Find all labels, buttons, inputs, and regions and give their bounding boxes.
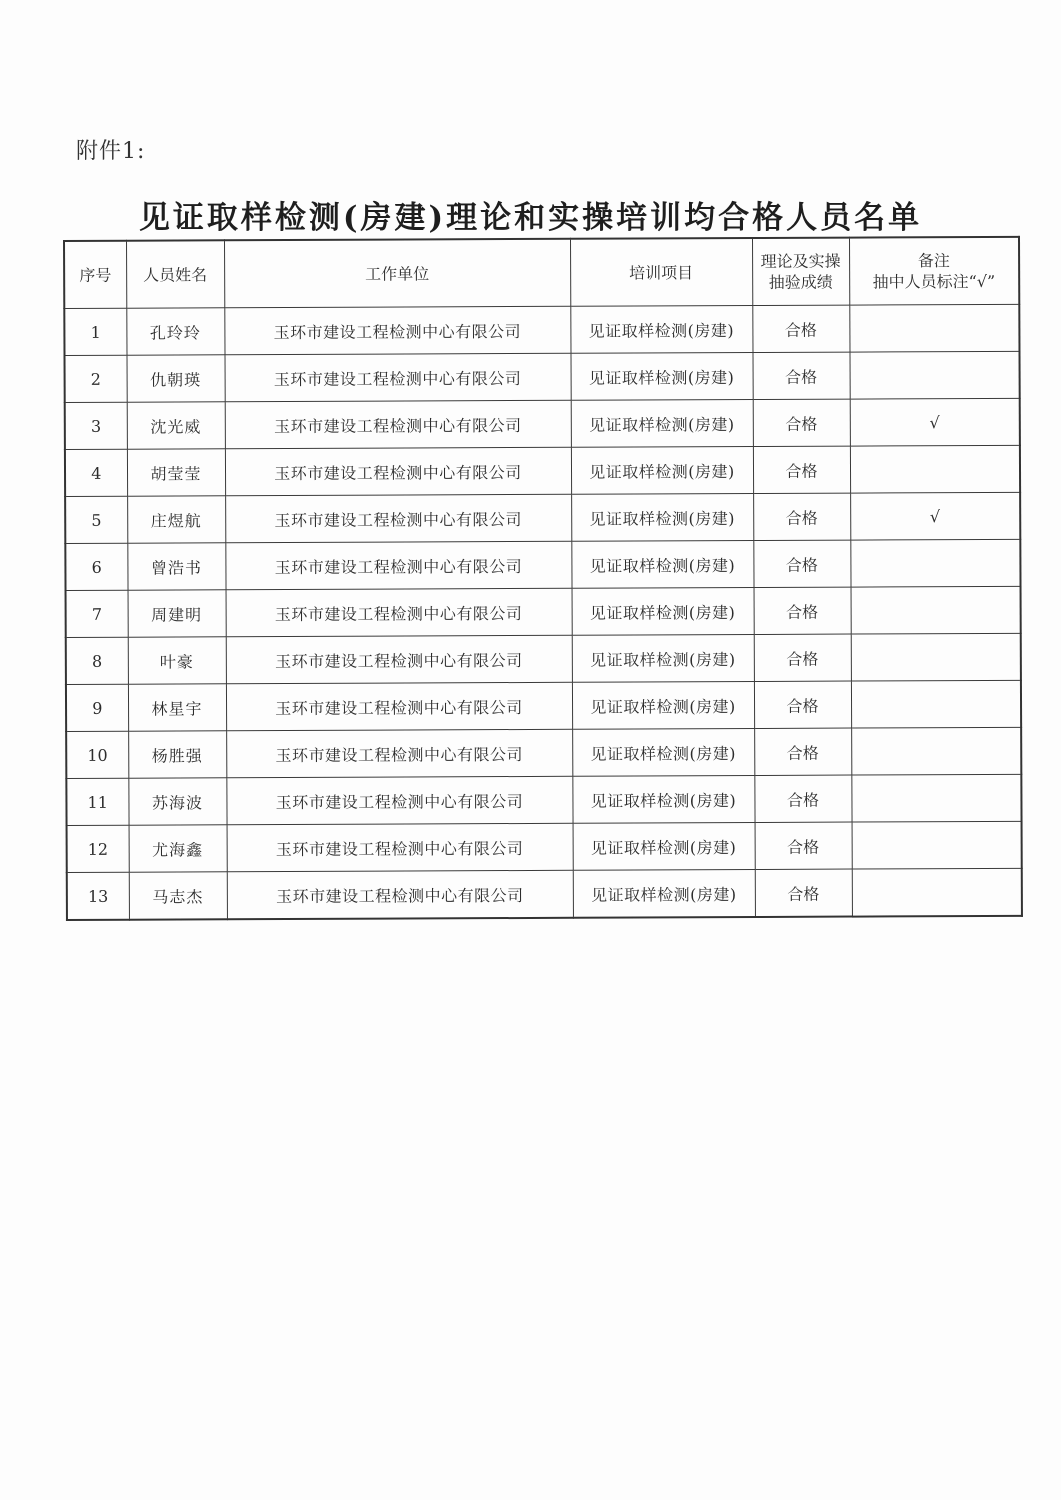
cell-seq: 2 bbox=[65, 355, 127, 402]
cell-seq: 13 bbox=[67, 872, 129, 920]
cell-unit: 玉环市建设工程检测中心有限公司 bbox=[225, 447, 571, 496]
cell-name: 马志杰 bbox=[129, 872, 227, 920]
cell-seq: 9 bbox=[66, 684, 128, 731]
cell-unit: 玉环市建设工程检测中心有限公司 bbox=[226, 635, 572, 684]
table-row bbox=[66, 680, 1021, 731]
cell-unit: 玉环市建设工程检测中心有限公司 bbox=[227, 823, 573, 872]
cell-score: 合格 bbox=[753, 446, 850, 493]
cell-remark bbox=[851, 586, 1021, 634]
cell-unit: 玉环市建设工程检测中心有限公司 bbox=[226, 729, 572, 778]
cell-seq: 8 bbox=[66, 637, 128, 684]
table-row bbox=[65, 445, 1020, 496]
cell-name: 苏海波 bbox=[128, 778, 226, 825]
header-project: 培训项目 bbox=[570, 238, 752, 306]
table-row bbox=[66, 633, 1021, 684]
cell-seq: 12 bbox=[67, 825, 129, 872]
cell-remark: √ bbox=[850, 398, 1020, 446]
cell-seq: 10 bbox=[66, 731, 128, 778]
cell-remark bbox=[850, 445, 1020, 493]
roster-table-container bbox=[63, 236, 1021, 921]
cell-unit: 玉环市建设工程检测中心有限公司 bbox=[226, 776, 572, 825]
cell-remark bbox=[852, 868, 1022, 916]
cell-score: 合格 bbox=[753, 540, 850, 587]
cell-remark bbox=[851, 727, 1021, 775]
cell-unit: 玉环市建设工程检测中心有限公司 bbox=[225, 541, 571, 590]
roster-table bbox=[63, 236, 1023, 921]
cell-project: 见证取样检测(房建) bbox=[571, 446, 753, 494]
cell-seq: 5 bbox=[65, 496, 127, 543]
cell-remark bbox=[851, 633, 1021, 681]
cell-seq: 7 bbox=[66, 590, 128, 637]
cell-project: 见证取样检测(房建) bbox=[571, 540, 753, 588]
cell-remark: √ bbox=[850, 492, 1020, 540]
table-row bbox=[66, 586, 1021, 637]
document-title: 见证取样检测(房建)理论和实操培训均合格人员名单 bbox=[138, 200, 923, 236]
cell-seq: 1 bbox=[64, 308, 126, 355]
cell-name: 仇朝瑛 bbox=[127, 355, 225, 402]
cell-unit: 玉环市建设工程检测中心有限公司 bbox=[226, 588, 572, 637]
cell-score: 合格 bbox=[753, 493, 850, 540]
header-row bbox=[64, 237, 1019, 309]
cell-name: 杨胜强 bbox=[128, 731, 226, 778]
cell-unit: 玉环市建设工程检测中心有限公司 bbox=[225, 400, 571, 449]
table-row bbox=[65, 492, 1020, 543]
table-row bbox=[67, 821, 1022, 872]
cell-project: 见证取样检测(房建) bbox=[570, 352, 752, 400]
cell-project: 见证取样检测(房建) bbox=[573, 822, 755, 870]
header-unit: 工作单位 bbox=[224, 239, 570, 308]
cell-name: 庄煜航 bbox=[127, 496, 225, 543]
cell-name: 林星宇 bbox=[128, 684, 226, 731]
cell-seq: 3 bbox=[65, 402, 127, 449]
cell-remark bbox=[849, 304, 1019, 352]
cell-project: 见证取样检测(房建) bbox=[573, 869, 755, 917]
cell-seq: 11 bbox=[66, 778, 128, 825]
cell-project: 见证取样检测(房建) bbox=[571, 493, 753, 541]
cell-project: 见证取样检测(房建) bbox=[572, 728, 754, 776]
table-row bbox=[66, 727, 1021, 778]
cell-remark bbox=[851, 680, 1021, 728]
header-remark-line2: 抽中人员标注“√” bbox=[872, 271, 996, 292]
table-row bbox=[65, 351, 1020, 402]
cell-seq: 4 bbox=[65, 449, 127, 496]
header-remark-line1: 备注 bbox=[917, 251, 950, 271]
cell-project: 见证取样检测(房建) bbox=[572, 634, 754, 682]
cell-score: 合格 bbox=[754, 587, 851, 634]
cell-name: 曾浩书 bbox=[127, 543, 225, 590]
table-row bbox=[65, 539, 1020, 590]
cell-remark bbox=[851, 774, 1021, 822]
cell-remark bbox=[852, 821, 1022, 869]
table-body bbox=[64, 304, 1022, 920]
attachment-label: 附件1: bbox=[76, 139, 146, 164]
cell-project: 见证取样检测(房建) bbox=[570, 305, 752, 353]
cell-unit: 玉环市建设工程检测中心有限公司 bbox=[227, 870, 573, 919]
cell-unit: 玉环市建设工程检测中心有限公司 bbox=[224, 306, 570, 355]
table-row bbox=[65, 398, 1020, 449]
cell-score: 合格 bbox=[752, 352, 849, 399]
header-score bbox=[752, 238, 849, 306]
header-score-line1: 理论及实操 bbox=[760, 251, 841, 271]
cell-score: 合格 bbox=[754, 775, 851, 822]
cell-project: 见证取样检测(房建) bbox=[572, 587, 754, 635]
cell-name: 周建明 bbox=[128, 590, 226, 637]
cell-score: 合格 bbox=[755, 869, 852, 917]
table-row bbox=[66, 774, 1021, 825]
cell-name: 叶豪 bbox=[128, 637, 226, 684]
cell-name: 沈光威 bbox=[127, 402, 225, 449]
table-row bbox=[64, 304, 1019, 355]
header-score-line2: 抽验成绩 bbox=[768, 272, 833, 292]
cell-name: 孔玲玲 bbox=[126, 308, 224, 355]
cell-unit: 玉环市建设工程检测中心有限公司 bbox=[226, 682, 572, 731]
header-seq: 序号 bbox=[64, 241, 126, 309]
cell-score: 合格 bbox=[755, 822, 852, 869]
cell-unit: 玉环市建设工程检测中心有限公司 bbox=[225, 494, 571, 543]
header-name: 人员姓名 bbox=[126, 240, 224, 308]
cell-unit: 玉环市建设工程检测中心有限公司 bbox=[225, 353, 571, 402]
cell-name: 胡莹莹 bbox=[127, 449, 225, 496]
cell-score: 合格 bbox=[754, 634, 851, 681]
table-row bbox=[67, 868, 1022, 920]
table-header bbox=[64, 237, 1019, 309]
cell-project: 见证取样检测(房建) bbox=[572, 681, 754, 729]
cell-project: 见证取样检测(房建) bbox=[572, 775, 754, 823]
cell-score: 合格 bbox=[754, 681, 851, 728]
cell-score: 合格 bbox=[752, 305, 849, 352]
cell-seq: 6 bbox=[65, 543, 127, 590]
cell-project: 见证取样检测(房建) bbox=[571, 399, 753, 447]
cell-score: 合格 bbox=[753, 399, 850, 446]
cell-name: 尤海鑫 bbox=[129, 825, 227, 872]
cell-score: 合格 bbox=[754, 728, 851, 775]
cell-remark bbox=[849, 351, 1019, 399]
header-remark bbox=[849, 237, 1019, 305]
cell-remark bbox=[850, 539, 1020, 587]
